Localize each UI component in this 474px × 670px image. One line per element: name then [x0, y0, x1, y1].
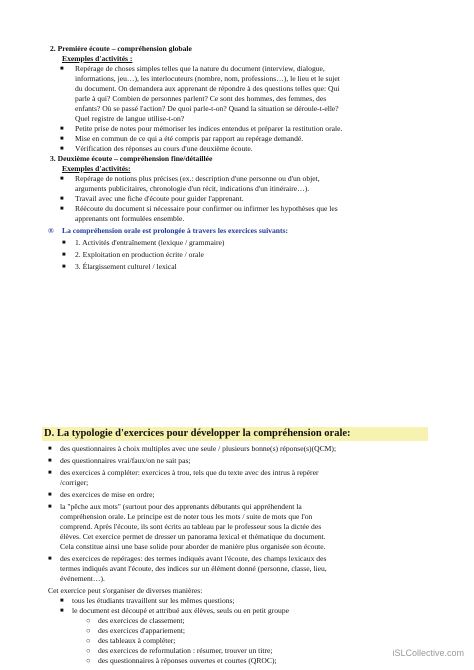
- square-bullet-icon: ■: [48, 492, 52, 498]
- section-d-heading: D. La typologie d'exercices pour développer la compréhension orale:: [44, 428, 351, 439]
- hollow-circle-icon: ○: [86, 616, 91, 625]
- square-bullet-icon: ■: [60, 146, 64, 152]
- footer-brand[interactable]: iSLCollective.com: [392, 648, 464, 658]
- prolong-item-1: 1. Activités d'entraînement (lexique / grammaire): [75, 238, 225, 247]
- s2-bullet1-line6: Quel registre de langue utilise-t-on?: [75, 114, 185, 123]
- s3-bullet1-line1: Repérage de notions plus précises (ex.: description d'une personne ou d'un objet,: [75, 174, 320, 183]
- d-sub1: des exercices de classement;: [98, 616, 185, 625]
- d-sub2: des exercices d'appariement;: [98, 626, 185, 635]
- d-bullet6-line3: événement…).: [60, 574, 105, 583]
- d-bullet5-line3: comprend. Après l'écoute, ils sont écrits au tableau par le professeur sous la dictée des: [60, 522, 322, 531]
- s2-bullet3: Mise en commun de ce qui a été compris par rapport au repérage demandé.: [75, 134, 304, 143]
- square-bullet-icon: ■: [60, 66, 64, 72]
- square-bullet-icon: ■: [48, 556, 52, 562]
- d-sub5: des questionnaires à réponses ouvertes et courtes (QROC);: [98, 656, 277, 665]
- d-case2: le document est découpé et attribué aux élèves, seuls ou en petit groupe: [72, 606, 289, 615]
- prolong-heading: La compréhension orale est prolongée à travers les exercices suivants:: [62, 226, 289, 235]
- d-bullet3-line1: des exercices à compléter: exercices à trou, tels que du texte avec des intrus à repérer: [60, 468, 319, 477]
- square-bullet-icon: ■: [48, 470, 52, 476]
- s2-bullet1-line3: du document. On demandera aux apprenant de répondre à des questions telles que: Qui: [75, 84, 340, 93]
- d-bullet2: des questionnaires vrai/faux/on ne sait pas;: [60, 456, 191, 465]
- d-bullet3-line2: /corriger;: [60, 478, 89, 487]
- d-bullet5-line4: élèves. Cet exercice permet de dresser un panorama lexical et thématique du document.: [60, 532, 326, 541]
- s2-bullet1-line2: informations, jeu…), les interlocuteurs (nombre, nom, professions…), le lieu et le sujet: [75, 74, 340, 83]
- square-bullet-icon: ■: [60, 176, 64, 182]
- section-2-heading: 2. Première écoute – compréhension globale: [50, 44, 192, 53]
- d-bullet4: des exercices de mise en ordre;: [60, 490, 155, 499]
- section-3-heading: 3. Deuxième écoute – compréhension fine/détaillée: [50, 154, 213, 163]
- square-bullet-icon: ■: [60, 196, 64, 202]
- square-bullet-icon: ■: [48, 446, 52, 452]
- square-bullet-icon: ■: [60, 136, 64, 142]
- hollow-circle-icon: ○: [86, 636, 91, 645]
- s2-bullet1-line1: Repérage de choses simples telles que la nature du document (interview, dialogue,: [75, 64, 325, 73]
- prolong-item-2: 2. Exploitation en production écrite / orale: [75, 250, 204, 259]
- square-bullet-icon: ■: [62, 240, 66, 246]
- s2-bullet2: Petite prise de notes pour mémoriser les indices entendus et préparer la restitution orale.: [75, 124, 343, 133]
- s2-bullet1-line5: enfants? Où se passé l'action? De quoi parle-t-on? Quand la situation se déroule-t-elle?: [75, 104, 339, 113]
- hollow-circle-icon: ○: [86, 656, 91, 665]
- square-bullet-icon: ■: [60, 598, 64, 604]
- prolong-item-3: 3. Élargissement culturel / lexical: [75, 262, 177, 271]
- d-case1: tous les étudiants travaillent sur les mêmes questions;: [72, 596, 235, 605]
- square-bullet-icon: ■: [60, 126, 64, 132]
- s3-bullet1-line2: arguments publicitaires, chronologie d'un récit, indications d'un itinéraire…).: [75, 184, 310, 193]
- s2-bullet4: Vérification des réponses au cours d'une deuxième écoute.: [75, 144, 253, 153]
- d-bullet6-line1: des exercices de repérages: des termes indiqués avant l'écoute, des champs lexicaux des: [60, 554, 327, 563]
- hollow-circle-icon: ○: [86, 646, 91, 655]
- square-bullet-icon: ■: [60, 206, 64, 212]
- square-bullet-icon: ■: [62, 264, 66, 270]
- hollow-circle-icon: ○: [86, 626, 91, 635]
- d-bullet6-line2: termes indiqués avant l'écoute, des indices sur un élément donné (personne, classe, lieu,: [60, 564, 327, 573]
- square-bullet-icon: ■: [60, 608, 64, 614]
- s3-bullet3-line1: Réécoute du document si nécessaire pour confirmer ou infirmer les hypothèses que les: [75, 204, 338, 213]
- registered-circle-icon: ®: [48, 226, 54, 235]
- section-3-examples-label: Exemples d'activités:: [62, 164, 131, 173]
- square-bullet-icon: ■: [48, 504, 52, 510]
- d-intro: Cet exercice peut s'organiser de diverses manières:: [48, 586, 203, 595]
- s2-bullet1-line4: parle à qui? Combien de personnes parlent? Ce sont des hommes, des femmes, des: [75, 94, 327, 103]
- s3-bullet3-line2: apprenants ont formulées ensemble.: [75, 214, 185, 223]
- square-bullet-icon: ■: [62, 252, 66, 258]
- d-bullet5-line5: Cela constitue ainsi une base solide pour aborder de manière plus organisée son écoute.: [60, 542, 326, 551]
- s3-bullet2: Travail avec une fiche d'écoute pour guider l'apprenant.: [75, 194, 244, 203]
- d-sub4: des exercices de reformulation : résumer, trouver un titre;: [98, 646, 273, 655]
- square-bullet-icon: ■: [48, 458, 52, 464]
- d-bullet5-line1: la "pêche aux mots" (surtout pour des apprenants débutants qui appréhendent la: [60, 502, 302, 511]
- d-bullet5-line2: compréhension orale. Le principe est de noter tous les mots / suite de mots que l'on: [60, 512, 313, 521]
- d-sub3: des tableaux à compléter;: [98, 636, 176, 645]
- d-bullet1: des questionnaires à choix multiples avec une seule / plusieurs bonne(s) réponse(s)(QCM);: [60, 444, 337, 453]
- section-2-examples-label: Exemples d'activités :: [62, 54, 133, 63]
